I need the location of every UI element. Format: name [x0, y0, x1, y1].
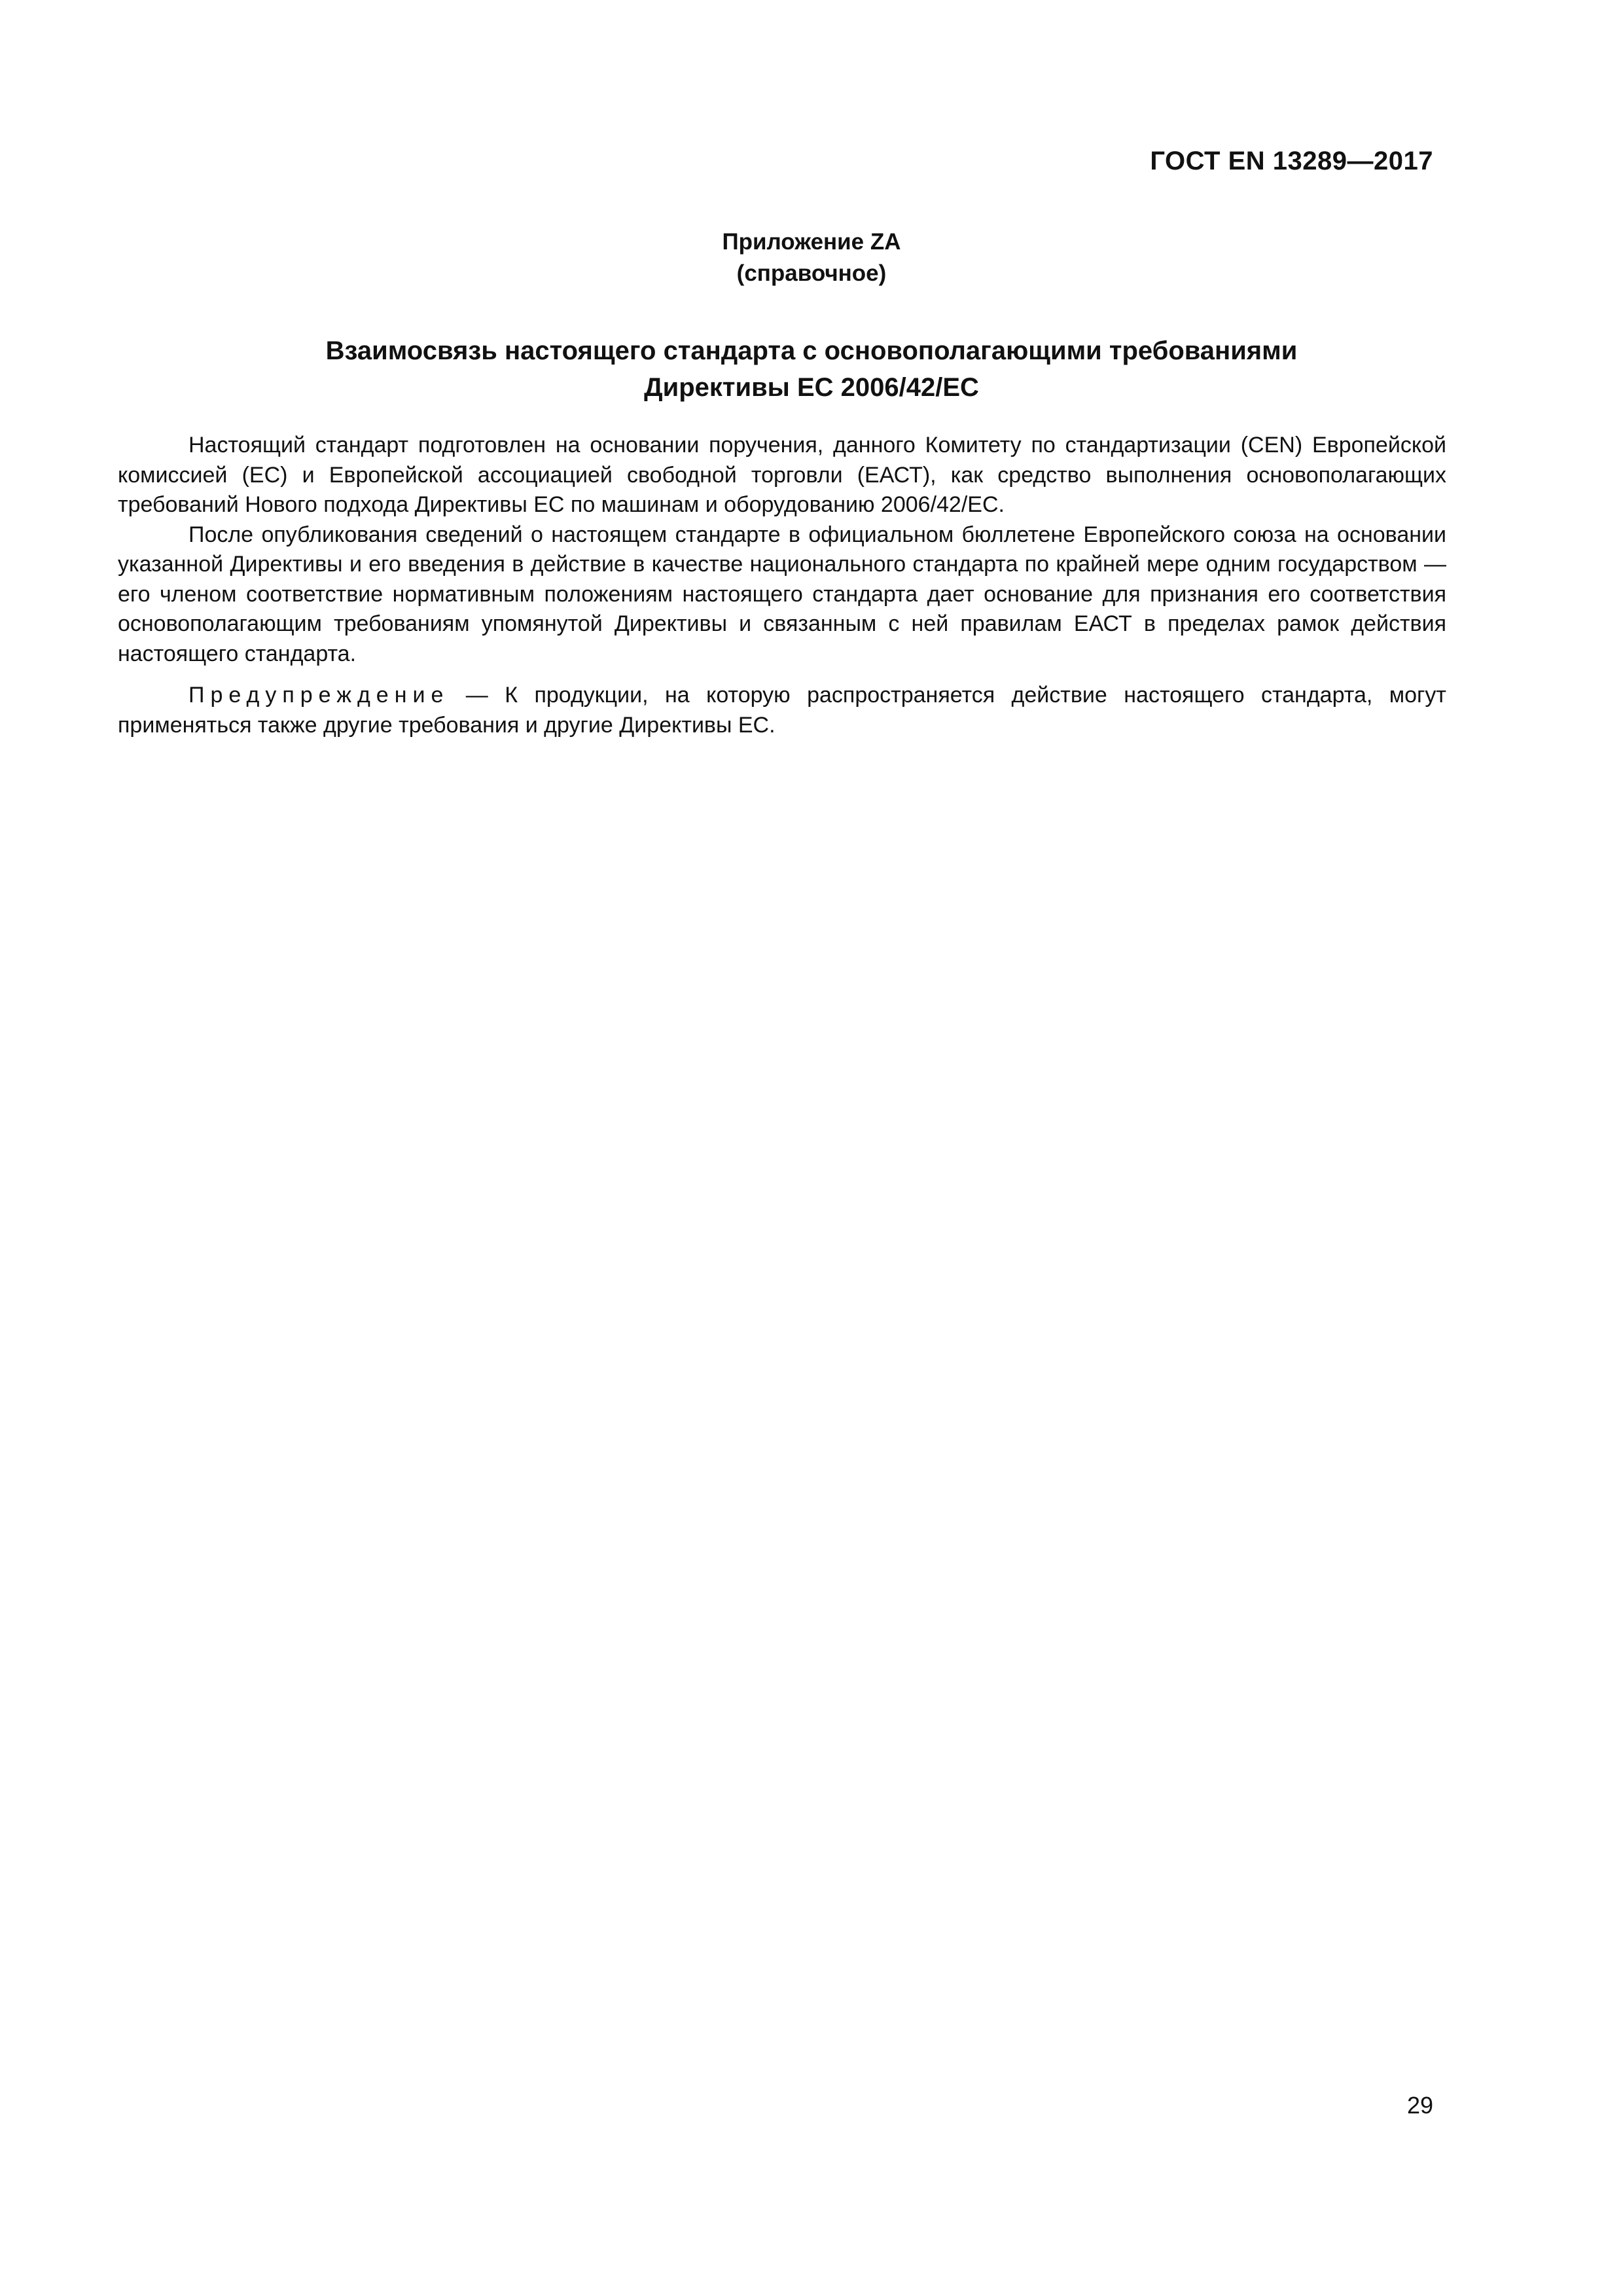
annex-title: Приложение ZA [722, 229, 901, 255]
annex-label [0, 226, 1623, 289]
document-code: ГОСТ EN 13289—2017 [1150, 147, 1433, 175]
annex-heading-line-2: Директивы ЕС 2006/42/ЕС [644, 373, 979, 402]
warning-label: Предупреждение [188, 683, 450, 708]
paragraph-2: После опубликования сведений о настоящем стандарте в официальном бюллетене Европейского союза на основании указанной Директивы и его введения в действие в качестве национального стандарта по крайней мере одним государством — его членом соответствие нормативным положениям настоящего стандарта дает основание для признания его соответствия основополагающим требованиям упомянутой Директивы и связанным с ней правилам ЕАСТ в пределах рамок действия настоящего стандарта. [118, 522, 1446, 666]
annex-status: (справочное) [736, 260, 887, 286]
page-number: 29 [1406, 2092, 1433, 2119]
paragraph-1: Настоящий стандарт подготовлен на основании поручения, данного Комитету по стандартизации (CEN) Европейской комиссией (ЕС) и Европейской ассоциацией свободной торговли (ЕАСТ), как средство выполнения основополагающих требований Нового подхода Директивы ЕС по машинам и оборудованию 2006/42/ЕС. [118, 433, 1446, 517]
annex-heading [0, 332, 1623, 406]
annex-body [118, 431, 1446, 740]
warning-text: — К продукции, на которую распространяется действие настоящего стандарта, могут применяться также другие требования и другие Директивы ЕС. [118, 683, 1446, 738]
annex-heading-line-1: Взаимосвязь настоящего стандарта с основополагающими требованиями [325, 336, 1298, 365]
warning-paragraph [118, 681, 1446, 740]
